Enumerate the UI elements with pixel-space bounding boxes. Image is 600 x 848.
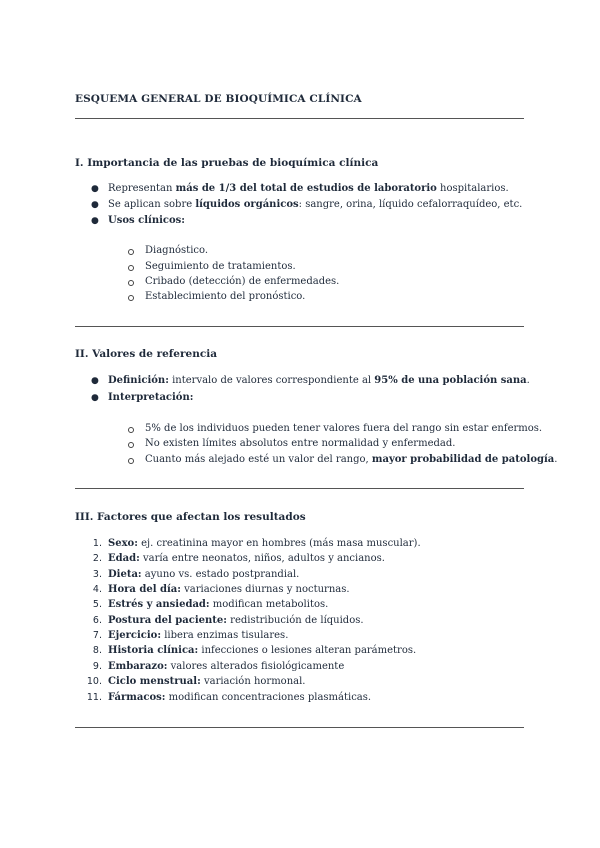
s2-bullet-2: Interpretación: [108, 392, 194, 403]
bullet-icon: ● [91, 393, 99, 403]
circle-bullet-icon [128, 249, 134, 255]
s1-sub-3: Cribado (detección) de enfermedades. [145, 276, 340, 287]
factor-item: Embarazo: valores alterados fisiológicamente [108, 661, 345, 672]
factor-item: Historia clínica: infecciones o lesiones alteran parámetros. [108, 645, 417, 656]
list-number: 8. [92, 645, 102, 656]
factor-item: Ciclo menstrual: variación hormonal. [108, 676, 306, 687]
bullet-icon: ● [91, 200, 99, 210]
list-number: 10. [86, 676, 102, 687]
factor-item: Sexo: ej. creatinina mayor en hombres (más masa muscular). [108, 538, 421, 549]
bullet-icon: ● [91, 184, 99, 194]
circle-bullet-icon [128, 427, 134, 433]
s1-sub-1: Diagnóstico. [145, 245, 209, 256]
factor-item: Dieta: ayuno vs. estado postprandial. [108, 569, 300, 580]
factor-item: Fármacos: modifican concentraciones plasmáticas. [108, 692, 372, 703]
s2-sub-2: No existen límites absolutos entre normalidad y enfermedad. [145, 438, 456, 449]
circle-bullet-icon [128, 458, 134, 464]
list-number: 9. [92, 661, 102, 672]
factor-item: Ejercicio: libera enzimas tisulares. [108, 630, 289, 641]
s1-bullet-2: Se aplican sobre líquidos orgánicos: sangre, orina, líquido cefalorraquídeo, etc. [108, 199, 523, 210]
list-number: 4. [92, 584, 102, 595]
list-number: 6. [92, 615, 102, 626]
s1-sub-4: Establecimiento del pronóstico. [145, 291, 306, 302]
divider [75, 118, 524, 119]
factor-item: Edad: varía entre neonatos, niños, adultos y ancianos. [108, 553, 385, 564]
divider [75, 488, 524, 489]
s1-sub-2: Seguimiento de tratamientos. [145, 261, 296, 272]
factor-item: Hora del día: variaciones diurnas y nocturnas. [108, 584, 350, 595]
circle-bullet-icon [128, 265, 134, 271]
divider [75, 326, 524, 327]
section-3-heading: III. Factores que afectan los resultados [75, 511, 306, 523]
s1-bullet-3: Usos clínicos: [108, 215, 185, 226]
s2-bullet-1: Definición: intervalo de valores correspondiente al 95% de una población sana. [108, 375, 530, 386]
list-number: 3. [92, 569, 102, 580]
circle-bullet-icon [128, 295, 134, 301]
list-number: 5. [92, 599, 102, 610]
list-number: 7. [92, 630, 102, 641]
list-number: 2. [92, 553, 102, 564]
list-number: 11. [86, 692, 102, 703]
s2-sub-3: Cuanto más alejado esté un valor del rango, mayor probabilidad de patología. [145, 454, 558, 465]
document-title: ESQUEMA GENERAL DE BIOQUÍMICA CLÍNICA [75, 93, 362, 105]
bullet-icon: ● [91, 216, 99, 226]
section-2-heading: II. Valores de referencia [75, 348, 218, 360]
list-number: 1. [92, 538, 102, 549]
circle-bullet-icon [128, 280, 134, 286]
factor-item: Estrés y ansiedad: modifican metabolitos. [108, 599, 329, 610]
section-1-heading: I. Importancia de las pruebas de bioquímica clínica [75, 157, 379, 169]
circle-bullet-icon [128, 442, 134, 448]
s2-sub-1: 5% de los individuos pueden tener valores fuera del rango sin estar enfermos. [145, 423, 543, 434]
factor-item: Postura del paciente: redistribución de líquidos. [108, 615, 364, 626]
bullet-icon: ● [91, 376, 99, 386]
s1-bullet-1: Representan más de 1/3 del total de estudios de laboratorio hospitalarios. [108, 183, 509, 194]
divider [75, 727, 524, 728]
